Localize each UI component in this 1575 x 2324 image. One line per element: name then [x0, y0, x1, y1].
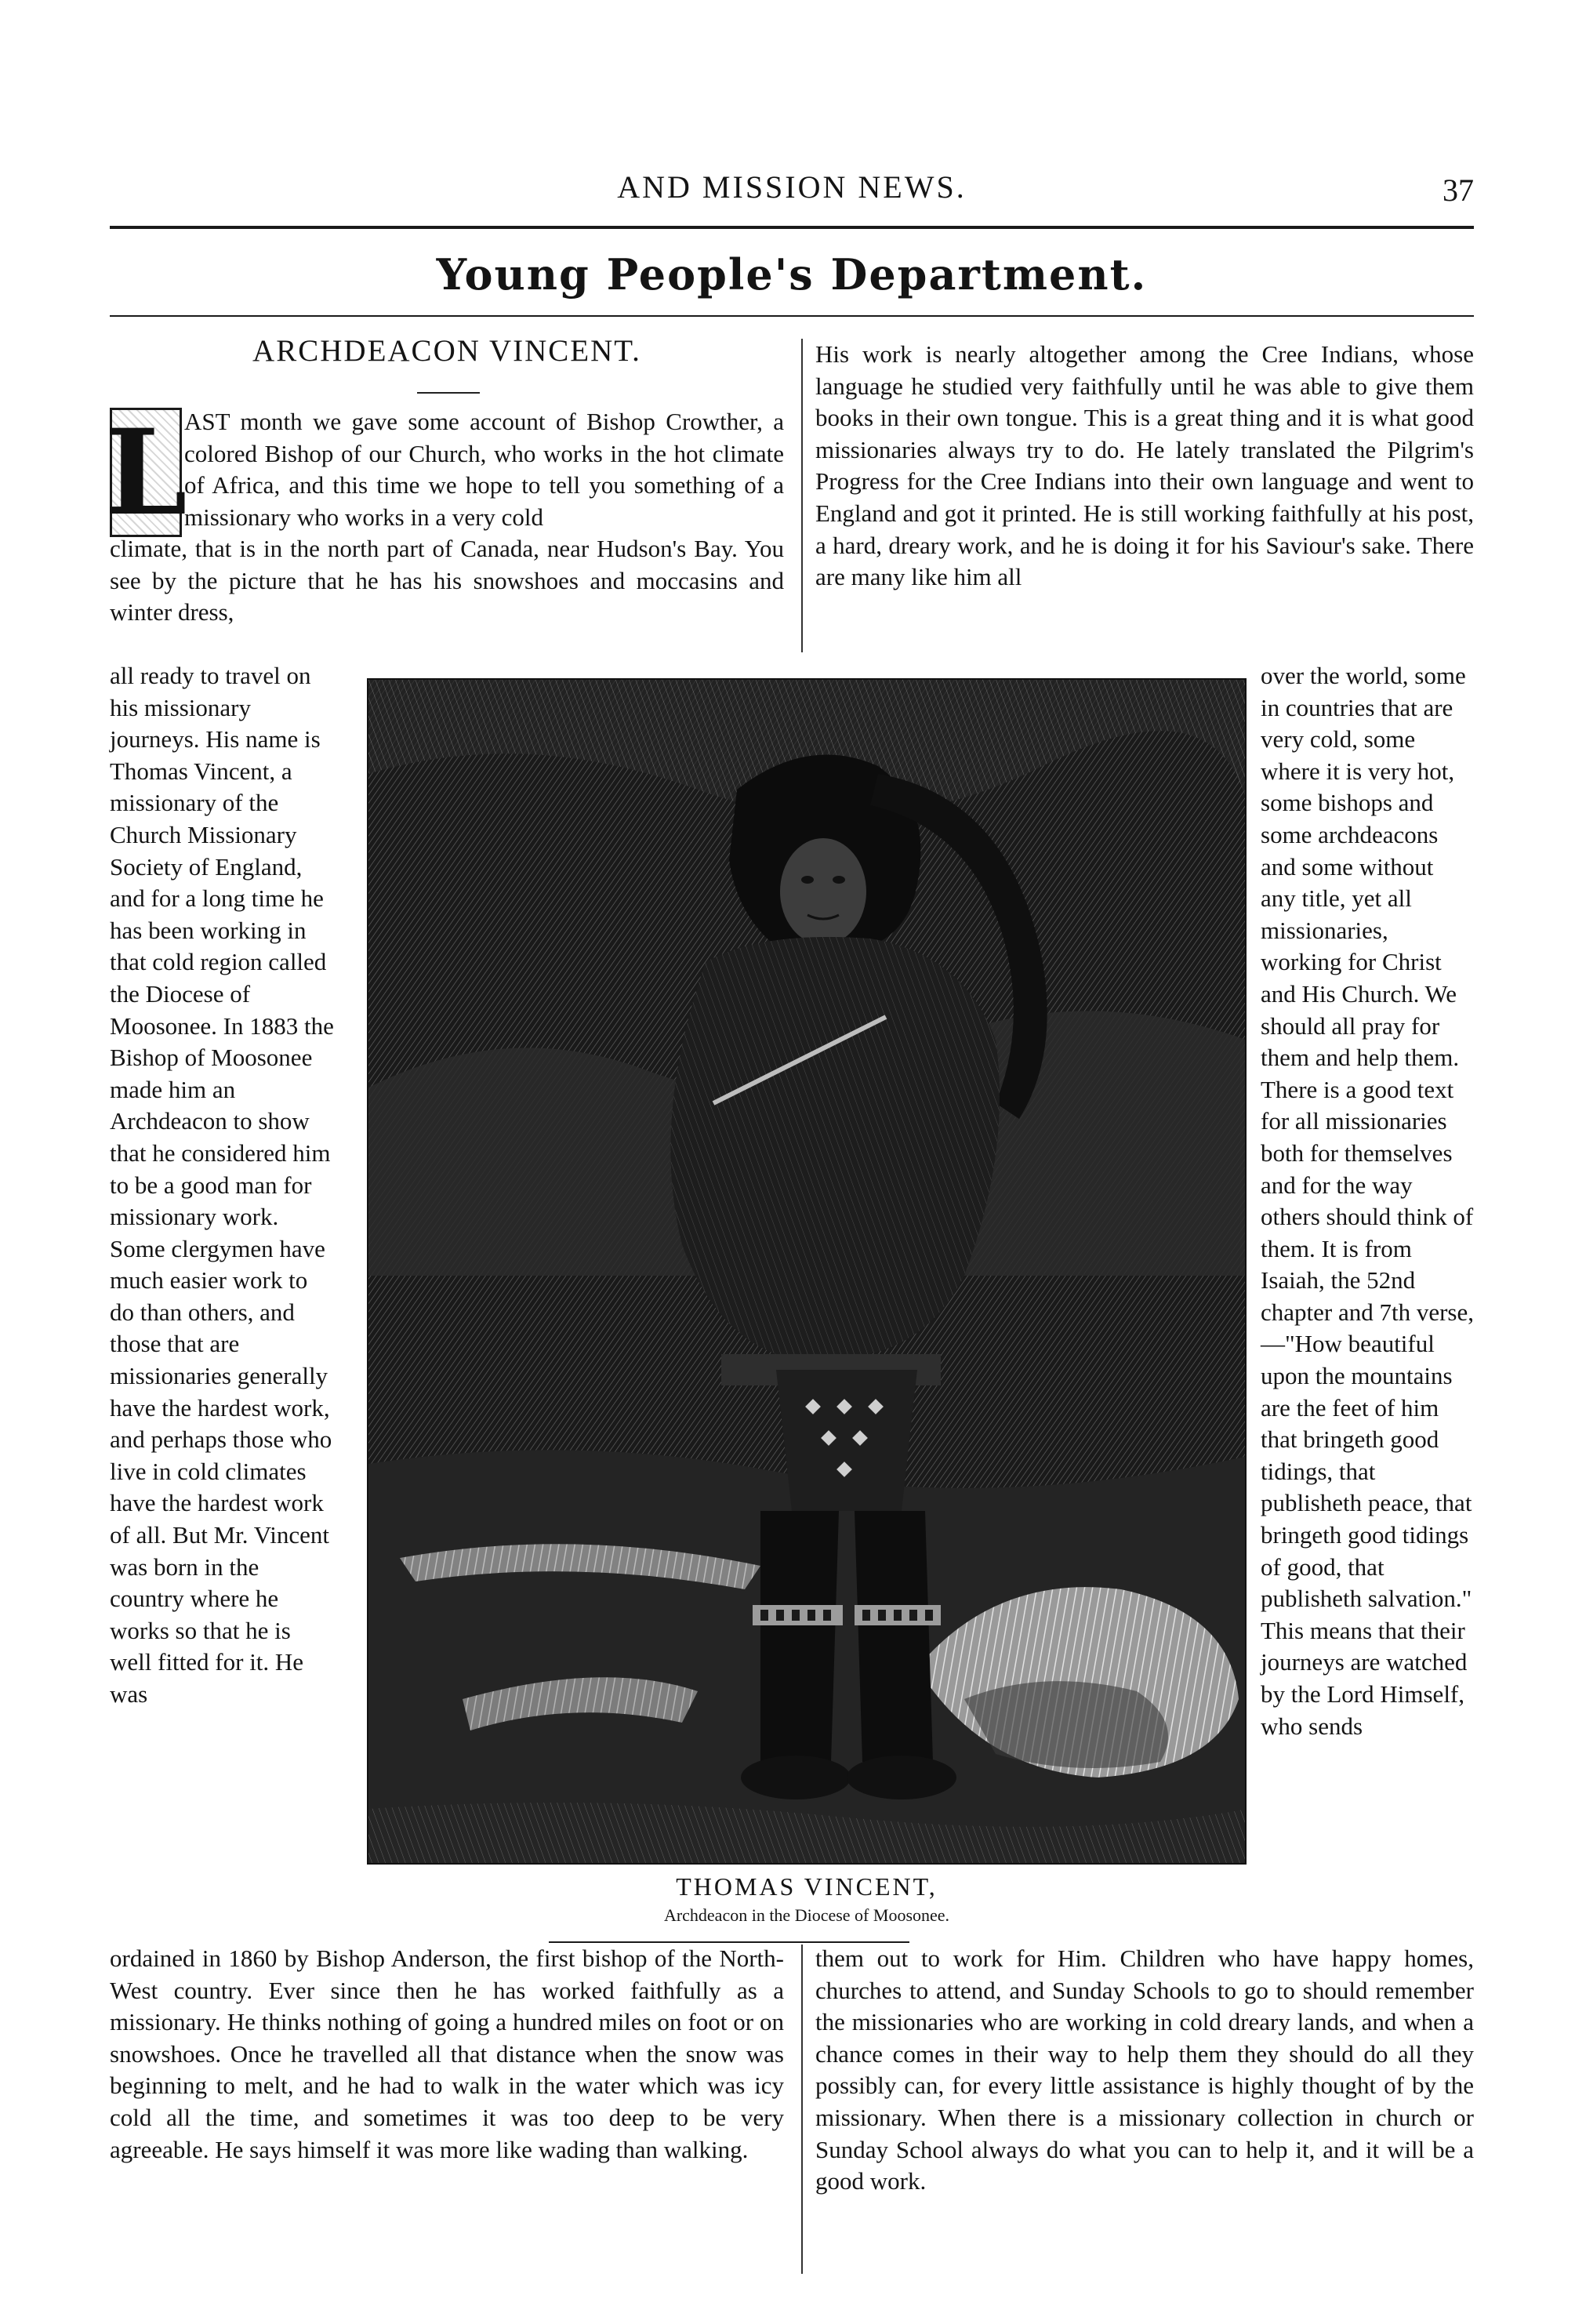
left-bottom-column: [110, 1943, 784, 2166]
article-title: ARCHDEACON VINCENT.: [252, 334, 641, 368]
left-bottom-text: ordained in 1860 by Bishop Anderson, the first bishop of the North-West country. Ever since then he has worked faithfully as a missionary. He thinks nothing of going a hundred miles on foot or on snowshoes. Once he travelled all that distance when the snow was beginning to melt, and he had to walk in the water which was icy cold all the time, and sometimes it was too deep to be very agreeable. He says himself it was more like wading than walking.: [110, 1945, 784, 2163]
header-rule: [110, 226, 1474, 229]
right-narrow-column: [1261, 660, 1474, 1742]
intro-text: AST month we gave some account of Bishop Crowther, a colored Bishop of our Church, who works in the hot climate of Africa, and this time we hope to tell you something of a missionary who works in a very cold: [184, 408, 784, 531]
department-rule: [110, 315, 1474, 317]
running-head: [110, 169, 1474, 208]
engraving-art: [368, 680, 1247, 1865]
left-narrow-column: [110, 660, 337, 1711]
column-divider-lower: [801, 1945, 803, 2274]
page-number: 37: [1443, 172, 1474, 208]
running-title: AND MISSION NEWS.: [617, 169, 967, 205]
left-full-text: climate, that is in the north part of Canada, near Hudson's Bay. You see by the picture that he has his snowshoes and moccasins and winter dress,: [110, 535, 784, 626]
department-heading: Young People's Department.: [436, 249, 1148, 300]
right-top-text: His work is nearly altogether among the Cree Indians, whose language he studied very faithfully until he was able to give them books in their own tongue. This is a great thing and it is what good missionaries always try to do. He lately translated the Pilgrim's Progress for the Cree Indians into their own language and went to England and got it printed. He is still working faithfully at his post, a hard, dreary work, and he is doing it for his Saviour's sake. There are many like him all: [815, 340, 1474, 591]
left-narrow-text: all ready to travel on his missionary journeys. His name is Thomas Vincent, a missionary of the Church Missionary Society of England, and for a long time he has been working in that cold region called the Diocese of Moosonee. In 1883 the Bishop of Moosonee made him an Archdeacon to show that he considered him to be a good man for missionary work. Some clergymen have much easier work to do than others, and those that are missionaries generally have the hardest work, and perhaps those who live in cold climates have the hardest work of all. But Mr. Vincent was born in the country where he works so that he is well fitted for it. He was: [110, 662, 334, 1708]
caption-rule: [549, 1941, 909, 1943]
right-bottom-text: them out to work for Him. Children who have happy homes, churches to attend, and Sunday Schools to go to should remember the missionaries who are working in cold dreary lands, and when a chance comes in their way to help them they should do all they possibly can, for every little assistance is highly thought of by the missionary. When there is a missionary collection in church or Sunday School always do what you can to help it, and it will be a good work.: [815, 1945, 1474, 2195]
right-top-column: [815, 339, 1474, 594]
title-rule: [417, 392, 480, 394]
intro-paragraph: [184, 406, 784, 533]
illustration-caption: THOMAS VINCENT,: [676, 1872, 938, 1901]
illustration-subcaption: Archdeacon in the Diocese of Moosonee.: [663, 1905, 950, 1925]
right-narrow-text: over the world, some in countries that are very cold, some where it is very hot, some bishops and some archdeacons and some without any title, yet all missionaries, working for Christ and His Church. We should all pray for them and help them. There is a good text for all missionaries both for themselves and for the way others should think of them. It is from Isaiah, the 52nd chapter and 7th verse,—"How beautiful upon the mountains are the feet of him that bringeth good tidings, that publisheth peace, that bringeth good tidings of good, that publisheth salvation." This means that their journeys are watched by the Lord Himself, who sends: [1261, 662, 1474, 1740]
right-bottom-column: [815, 1943, 1474, 2198]
engraving-illustration: [367, 678, 1247, 1865]
drop-cap-initial: L: [104, 403, 187, 542]
left-column-continued: [110, 533, 784, 629]
column-divider-upper: [801, 339, 803, 652]
